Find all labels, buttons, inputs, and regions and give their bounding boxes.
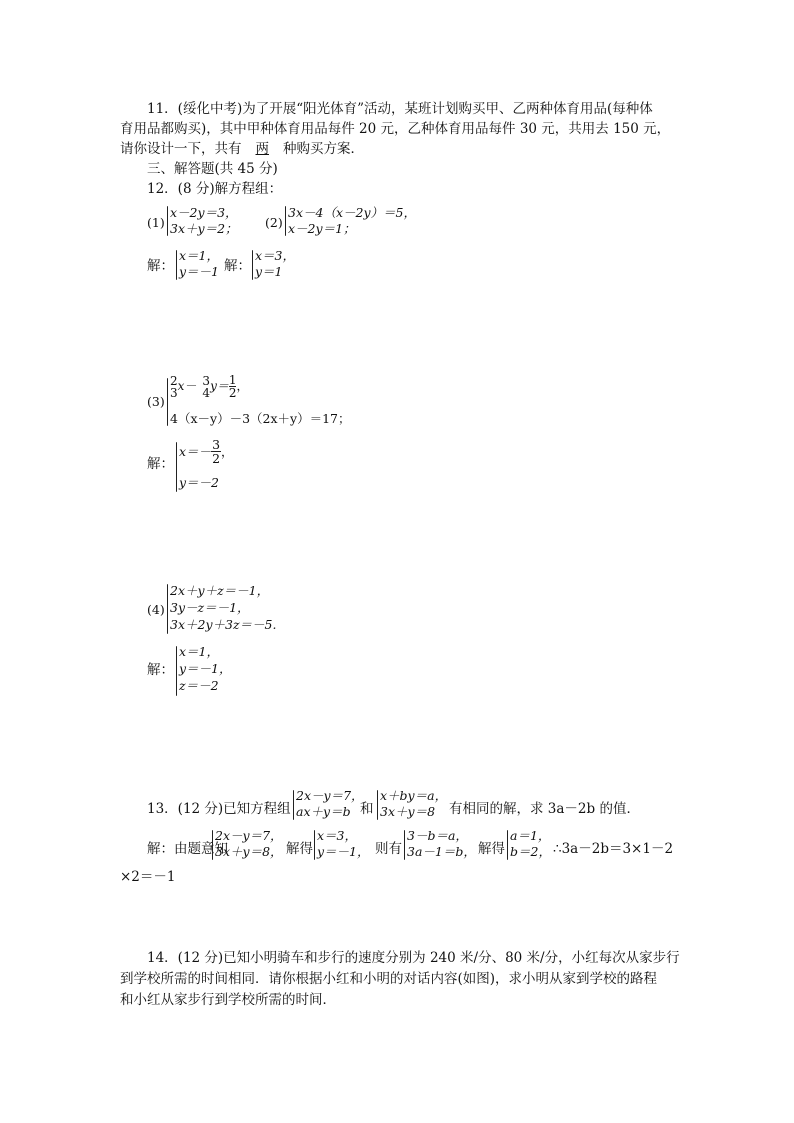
- q12-part2-label: (2): [265, 215, 283, 230]
- q13-ans-sys4-eq2: b＝2，: [510, 844, 551, 859]
- q11-line-1: 11．(绥化中考)为了开展“阳光体育”活动，某班计划购买甲、乙两种体育用品(每种体: [147, 101, 653, 117]
- q12-s3-eq1: x＝－ $\frac{3}{2}$ ，: [179, 437, 234, 466]
- q12-s1-eq1: x＝1，: [179, 248, 220, 263]
- brace: [167, 206, 168, 236]
- q14-line-3: 和小红从家步行到学校所需的时间．: [120, 992, 336, 1008]
- q13-pre: 13．(12 分)已知方程组: [147, 801, 291, 817]
- q12-s1-eq2: y＝－1: [179, 264, 220, 279]
- q13-sys1-eq1: 2x－y＝7，: [296, 788, 364, 803]
- q13-and: 和: [360, 801, 374, 817]
- q12-solution-label: 解：: [147, 258, 174, 274]
- q12-p4-eq1: 2x＋y＋z＝－1，: [170, 583, 270, 598]
- q13-ans-sys2-eq2: y＝－1，: [317, 844, 370, 859]
- fraction: $\frac{3}{2}$: [212, 437, 221, 466]
- q11-line-2: 育用品都购买)，其中甲种体育用品每件 20 元，乙种体育用品每件 30 元，共用去 150 元，: [120, 121, 671, 137]
- q12-part4-label: (4): [147, 602, 165, 617]
- q12-p2-eq2: x－2y＝1；: [288, 221, 356, 236]
- q12-s3-eq2: y＝－2: [179, 475, 220, 490]
- q13-ans-sys1-eq2: 3x＋y＝8，: [215, 844, 283, 859]
- q14-line-1: 14．(12 分)已知小明骑车和步行的速度分别为 240 米/分、80 米/分，小红每次从家步行: [147, 950, 680, 966]
- q13-ans-sys1-eq1: 2x－y＝7，: [215, 828, 283, 843]
- brace: [176, 250, 177, 280]
- q12-p1-eq2: 3x＋y＝2；: [170, 221, 238, 236]
- q12-part3-label: (3): [147, 394, 165, 409]
- brace: [285, 206, 286, 236]
- q13-ans-sys3-eq2: 3a－1＝b，: [407, 844, 476, 859]
- q13-then: 则有: [375, 841, 402, 857]
- q13-ans-sys4-eq1: a＝1，: [510, 828, 551, 843]
- q12-p3-eq1: 2 3 x－ 3 4 y＝ $\frac{1}{2}$ ，: [170, 373, 249, 400]
- q12-s4-eq3: z＝－2: [179, 678, 219, 693]
- brace: [167, 584, 168, 634]
- q13-conclusion-2: ×2＝－1: [120, 869, 176, 885]
- q12-p4-eq2: 3y－z＝－1，: [170, 600, 250, 615]
- brace: [167, 378, 168, 426]
- fraction: 3 4: [202, 373, 211, 400]
- q14-line-2: 到学校所需的时间相同．请你根据小红和小明的对话内容(如图)，求小明从家到学校的路程: [120, 971, 658, 987]
- q12-p1-eq1: x－2y＝3，: [170, 205, 238, 220]
- q13-solved-2: 解得: [478, 841, 505, 857]
- q12-s2-eq1: x＝3，: [255, 248, 296, 263]
- q12-s4-eq1: x＝1，: [179, 644, 220, 659]
- q13-sys1-eq2: ax＋y＝b: [296, 804, 351, 819]
- q12-p3-eq2: 4（x－y）－3（2x＋y）＝17；: [170, 411, 351, 426]
- brace: [314, 830, 315, 860]
- q12-p4-eq3: 3x＋2y＋3z＝－5.: [170, 617, 277, 632]
- q11-answer-blank: 两: [255, 141, 269, 157]
- q12-s4-label: 解：: [147, 662, 174, 678]
- brace: [507, 830, 508, 860]
- q12-s2-eq2: y＝1: [255, 264, 283, 279]
- q11-line3-pre: 请你设计一下，共有: [120, 141, 242, 157]
- q12-title: 12．(8 分)解方程组：: [147, 181, 283, 197]
- brace: [176, 442, 177, 492]
- brace: [293, 790, 294, 820]
- brace: [212, 830, 213, 860]
- q11-line3-post: 种购买方案．: [283, 141, 364, 157]
- fraction: 2 3: [170, 373, 178, 400]
- q13-ans-sys3-eq1: 3－b＝a，: [407, 828, 468, 843]
- q12-solution-label-2: 解：: [224, 258, 251, 274]
- brace: [252, 250, 253, 280]
- fraction: $\frac{1}{2}$: [228, 373, 237, 400]
- q12-p2-eq1: 3x－4（x－2y）＝5，: [288, 205, 416, 220]
- section-heading: 三、解答题(共 45 分): [147, 161, 278, 177]
- q13-solved: 解得: [286, 841, 313, 857]
- q11-line-3: [120, 141, 364, 157]
- q13-conclusion: ∴3a－2b＝3×1－2: [553, 841, 674, 857]
- q12-s4-eq2: y＝－1，: [179, 661, 232, 676]
- q13-post: 有相同的解，求 3a－2b 的值．: [449, 801, 640, 817]
- brace: [176, 646, 177, 696]
- q13-sys2-eq1: x＋by＝a，: [380, 788, 448, 803]
- q13-ans-sys2-eq1: x＝3，: [317, 828, 358, 843]
- q13-sys2-eq2: 3x＋y＝8: [380, 804, 436, 819]
- brace: [404, 830, 405, 860]
- q13-solution-pre: 解：由题意知: [147, 841, 228, 857]
- q12-part1-label: (1): [147, 215, 165, 230]
- brace: [377, 790, 378, 820]
- q12-s3-label: 解：: [147, 456, 174, 472]
